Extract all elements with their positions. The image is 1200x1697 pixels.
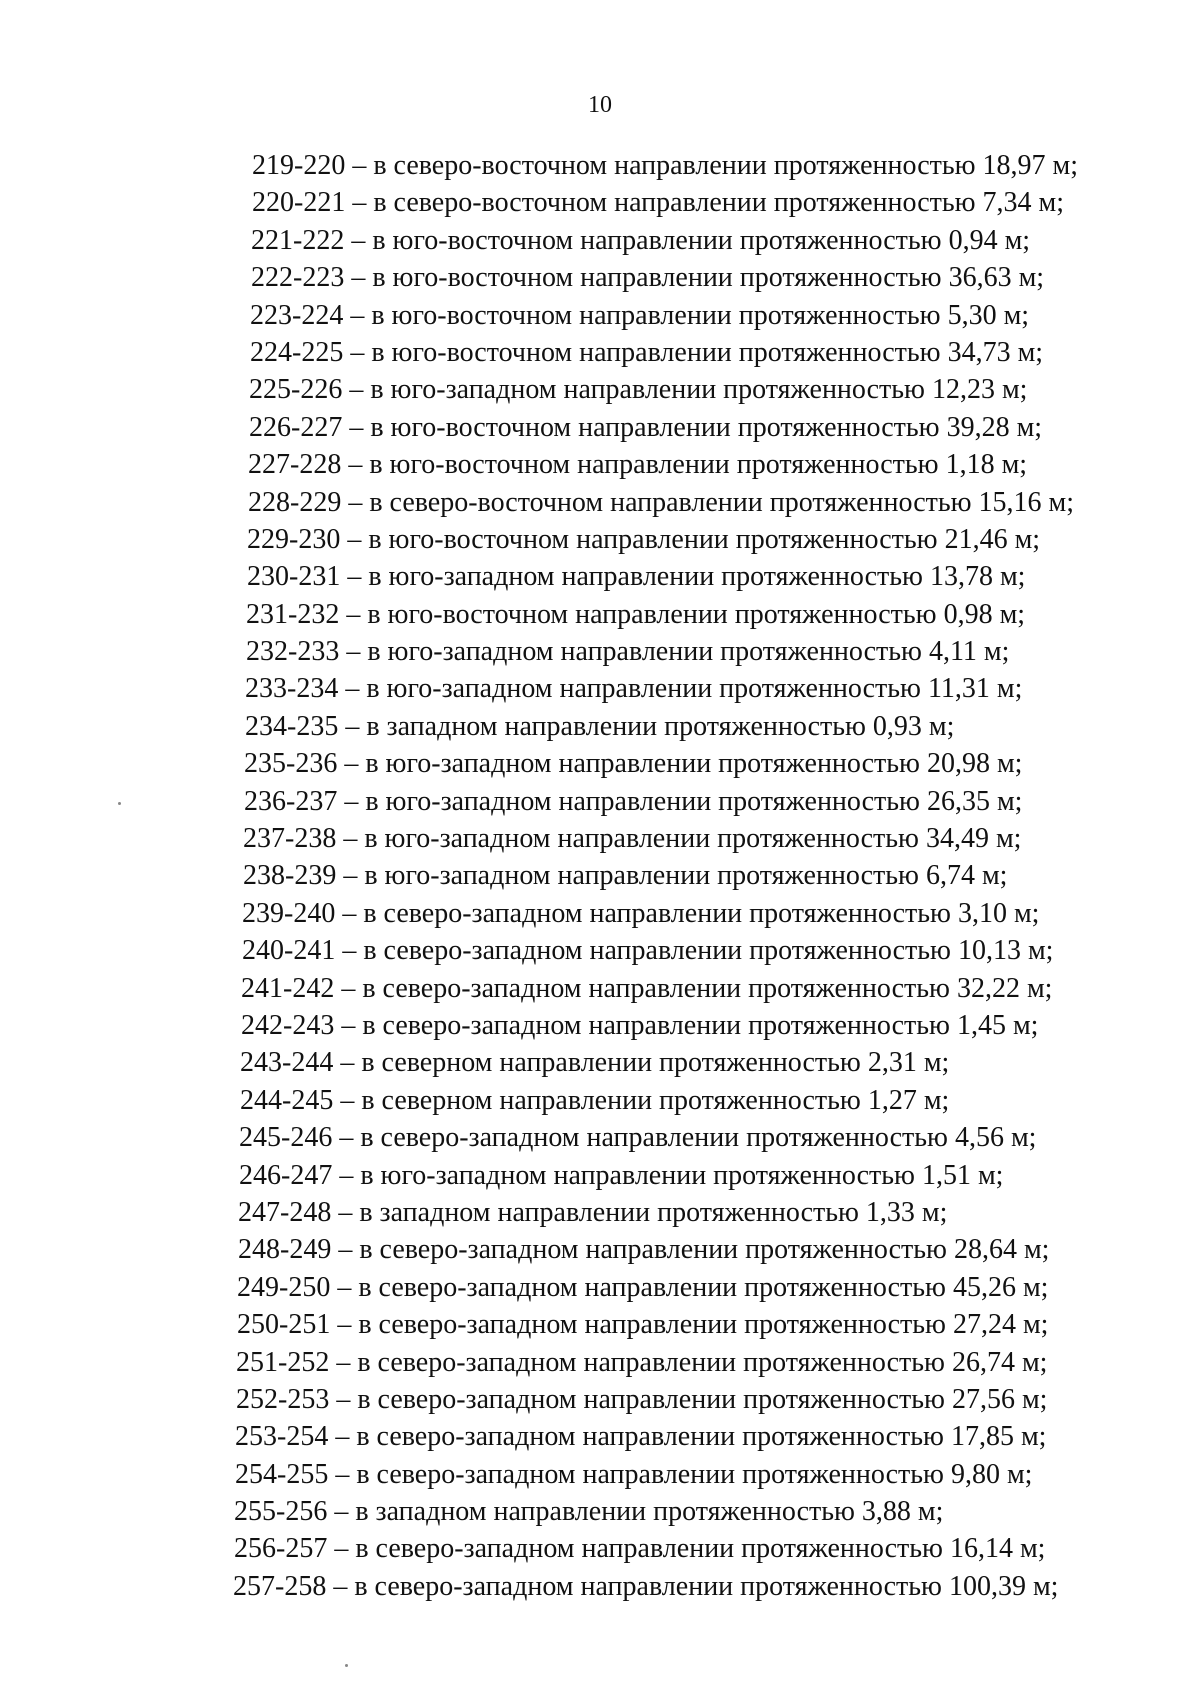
segment-text: 225-226 – в юго-западном направлении протяженностью 12,23 м; [249, 374, 1028, 406]
segment-text: 244-245 – в северном направлении протяженностью 1,27 м; [240, 1084, 950, 1116]
segment-text: 248-249 – в северо-западном направлении протяженностью 28,64 м; [238, 1234, 1050, 1266]
segment-text: 231-232 – в юго-восточном направлении протяженностью 0,98 м; [246, 598, 1026, 630]
segment-line [0, 1568, 1200, 1605]
segment-line [0, 1493, 1200, 1530]
segment-text: 232-233 – в юго-западном направлении протяженностью 4,11 м; [246, 636, 1010, 668]
segment-text: 227-228 – в юго-восточном направлении протяженностью 1,18 м; [248, 449, 1028, 481]
segment-line [0, 1119, 1200, 1156]
segment-line [0, 670, 1200, 707]
boundary-segment-list [0, 147, 1200, 1605]
segment-text: 238-239 – в юго-западном направлении протяженностью 6,74 м; [243, 860, 1008, 892]
segment-text: 224-225 – в юго-восточном направлении протяженностью 34,73 м; [250, 336, 1044, 368]
segment-line [0, 1082, 1200, 1119]
segment-text: 223-224 – в юго-восточном направлении протяженностью 5,30 м; [250, 299, 1030, 331]
segment-line [0, 1381, 1200, 1418]
segment-text: 243-244 – в северном направлении протяженностью 2,31 м; [240, 1047, 950, 1079]
segment-line [0, 1269, 1200, 1306]
segment-line [0, 521, 1200, 558]
segment-text: 228-229 – в северо-восточном направлении протяженностью 15,16 м; [248, 486, 1075, 518]
segment-line [0, 1231, 1200, 1268]
segment-line [0, 708, 1200, 745]
segment-line [0, 1418, 1200, 1455]
page-number: 10 [588, 92, 612, 118]
segment-line [0, 895, 1200, 932]
segment-text: 252-253 – в северо-западном направлении протяженностью 27,56 м; [236, 1383, 1048, 1415]
segment-line [0, 1306, 1200, 1343]
segment-line [0, 446, 1200, 483]
segment-line [0, 371, 1200, 408]
segment-text: 257-258 – в северо-западном направлении протяженностью 100,39 м; [233, 1570, 1059, 1602]
segment-text: 256-257 – в северо-западном направлении протяженностью 16,14 м; [234, 1533, 1046, 1565]
segment-line [0, 184, 1200, 221]
segment-text: 246-247 – в юго-западном направлении протяженностью 1,51 м; [239, 1159, 1004, 1191]
segment-text: 255-256 – в западном направлении протяженностью 3,88 м; [234, 1496, 944, 1528]
segment-text: 226-227 – в юго-восточном направлении протяженностью 39,28 м; [249, 411, 1043, 443]
segment-text: 250-251 – в северо-западном направлении протяженностью 27,24 м; [237, 1309, 1049, 1341]
segment-line [0, 1344, 1200, 1381]
segment-line [0, 1007, 1200, 1044]
segment-line [0, 1044, 1200, 1081]
segment-text: 235-236 – в юго-западном направлении протяженностью 20,98 м; [244, 748, 1023, 780]
segment-text: 219-220 – в северо-восточном направлении протяженностью 18,97 м; [252, 150, 1079, 181]
segment-line [0, 783, 1200, 820]
segment-line [0, 745, 1200, 782]
segment-text: 222-223 – в юго-восточном направлении протяженностью 36,63 м; [251, 262, 1045, 294]
segment-text: 239-240 – в северо-западном направлении протяженностью 3,10 м; [242, 897, 1040, 929]
segment-line [0, 484, 1200, 521]
scan-speck [345, 1664, 348, 1667]
segment-text: 254-255 – в северо-западном направлении протяженностью 9,80 м; [235, 1458, 1033, 1490]
segment-line [0, 932, 1200, 969]
segment-text: 237-238 – в юго-западном направлении протяженностью 34,49 м; [243, 823, 1022, 855]
segment-line [0, 409, 1200, 446]
segment-text: 251-252 – в северо-западном направлении протяженностью 26,74 м; [236, 1346, 1048, 1378]
segment-text: 241-242 – в северо-западном направлении протяженностью 32,22 м; [241, 972, 1053, 1004]
segment-text: 230-231 – в юго-западном направлении протяженностью 13,78 м; [247, 561, 1026, 593]
segment-line [0, 1530, 1200, 1567]
segment-line [0, 633, 1200, 670]
segment-text: 221-222 – в юго-восточном направлении протяженностью 0,94 м; [251, 224, 1031, 256]
segment-text: 253-254 – в северо-западном направлении протяженностью 17,85 м; [235, 1421, 1047, 1453]
segment-text: 245-246 – в северо-западном направлении протяженностью 4,56 м; [239, 1122, 1037, 1154]
segment-line [0, 596, 1200, 633]
segment-line [0, 297, 1200, 334]
segment-line [0, 259, 1200, 296]
segment-line [0, 222, 1200, 259]
segment-text: 234-235 – в западном направлении протяженностью 0,93 м; [245, 710, 955, 742]
segment-line [0, 970, 1200, 1007]
segment-text: 242-243 – в северо-западном направлении протяженностью 1,45 м; [241, 1009, 1039, 1041]
segment-line [0, 1157, 1200, 1194]
segment-text: 236-237 – в юго-западном направлении протяженностью 26,35 м; [244, 785, 1023, 817]
segment-text: 229-230 – в юго-восточном направлении протяженностью 21,46 м; [247, 523, 1041, 555]
segment-text: 240-241 – в северо-западном направлении протяженностью 10,13 м; [242, 935, 1054, 967]
segment-text: 233-234 – в юго-западном направлении протяженностью 11,31 м; [245, 673, 1023, 705]
segment-line [0, 1194, 1200, 1231]
segment-text: 249-250 – в северо-западном направлении протяженностью 45,26 м; [237, 1271, 1049, 1303]
segment-line [0, 857, 1200, 894]
segment-text: 247-248 – в западном направлении протяженностью 1,33 м; [238, 1196, 948, 1228]
segment-line [0, 147, 1200, 184]
scan-speck [118, 802, 121, 805]
segment-line [0, 820, 1200, 857]
segment-line [0, 558, 1200, 595]
segment-text: 220-221 – в северо-восточном направлении протяженностью 7,34 м; [252, 187, 1065, 219]
segment-line [0, 1456, 1200, 1493]
segment-line [0, 334, 1200, 371]
